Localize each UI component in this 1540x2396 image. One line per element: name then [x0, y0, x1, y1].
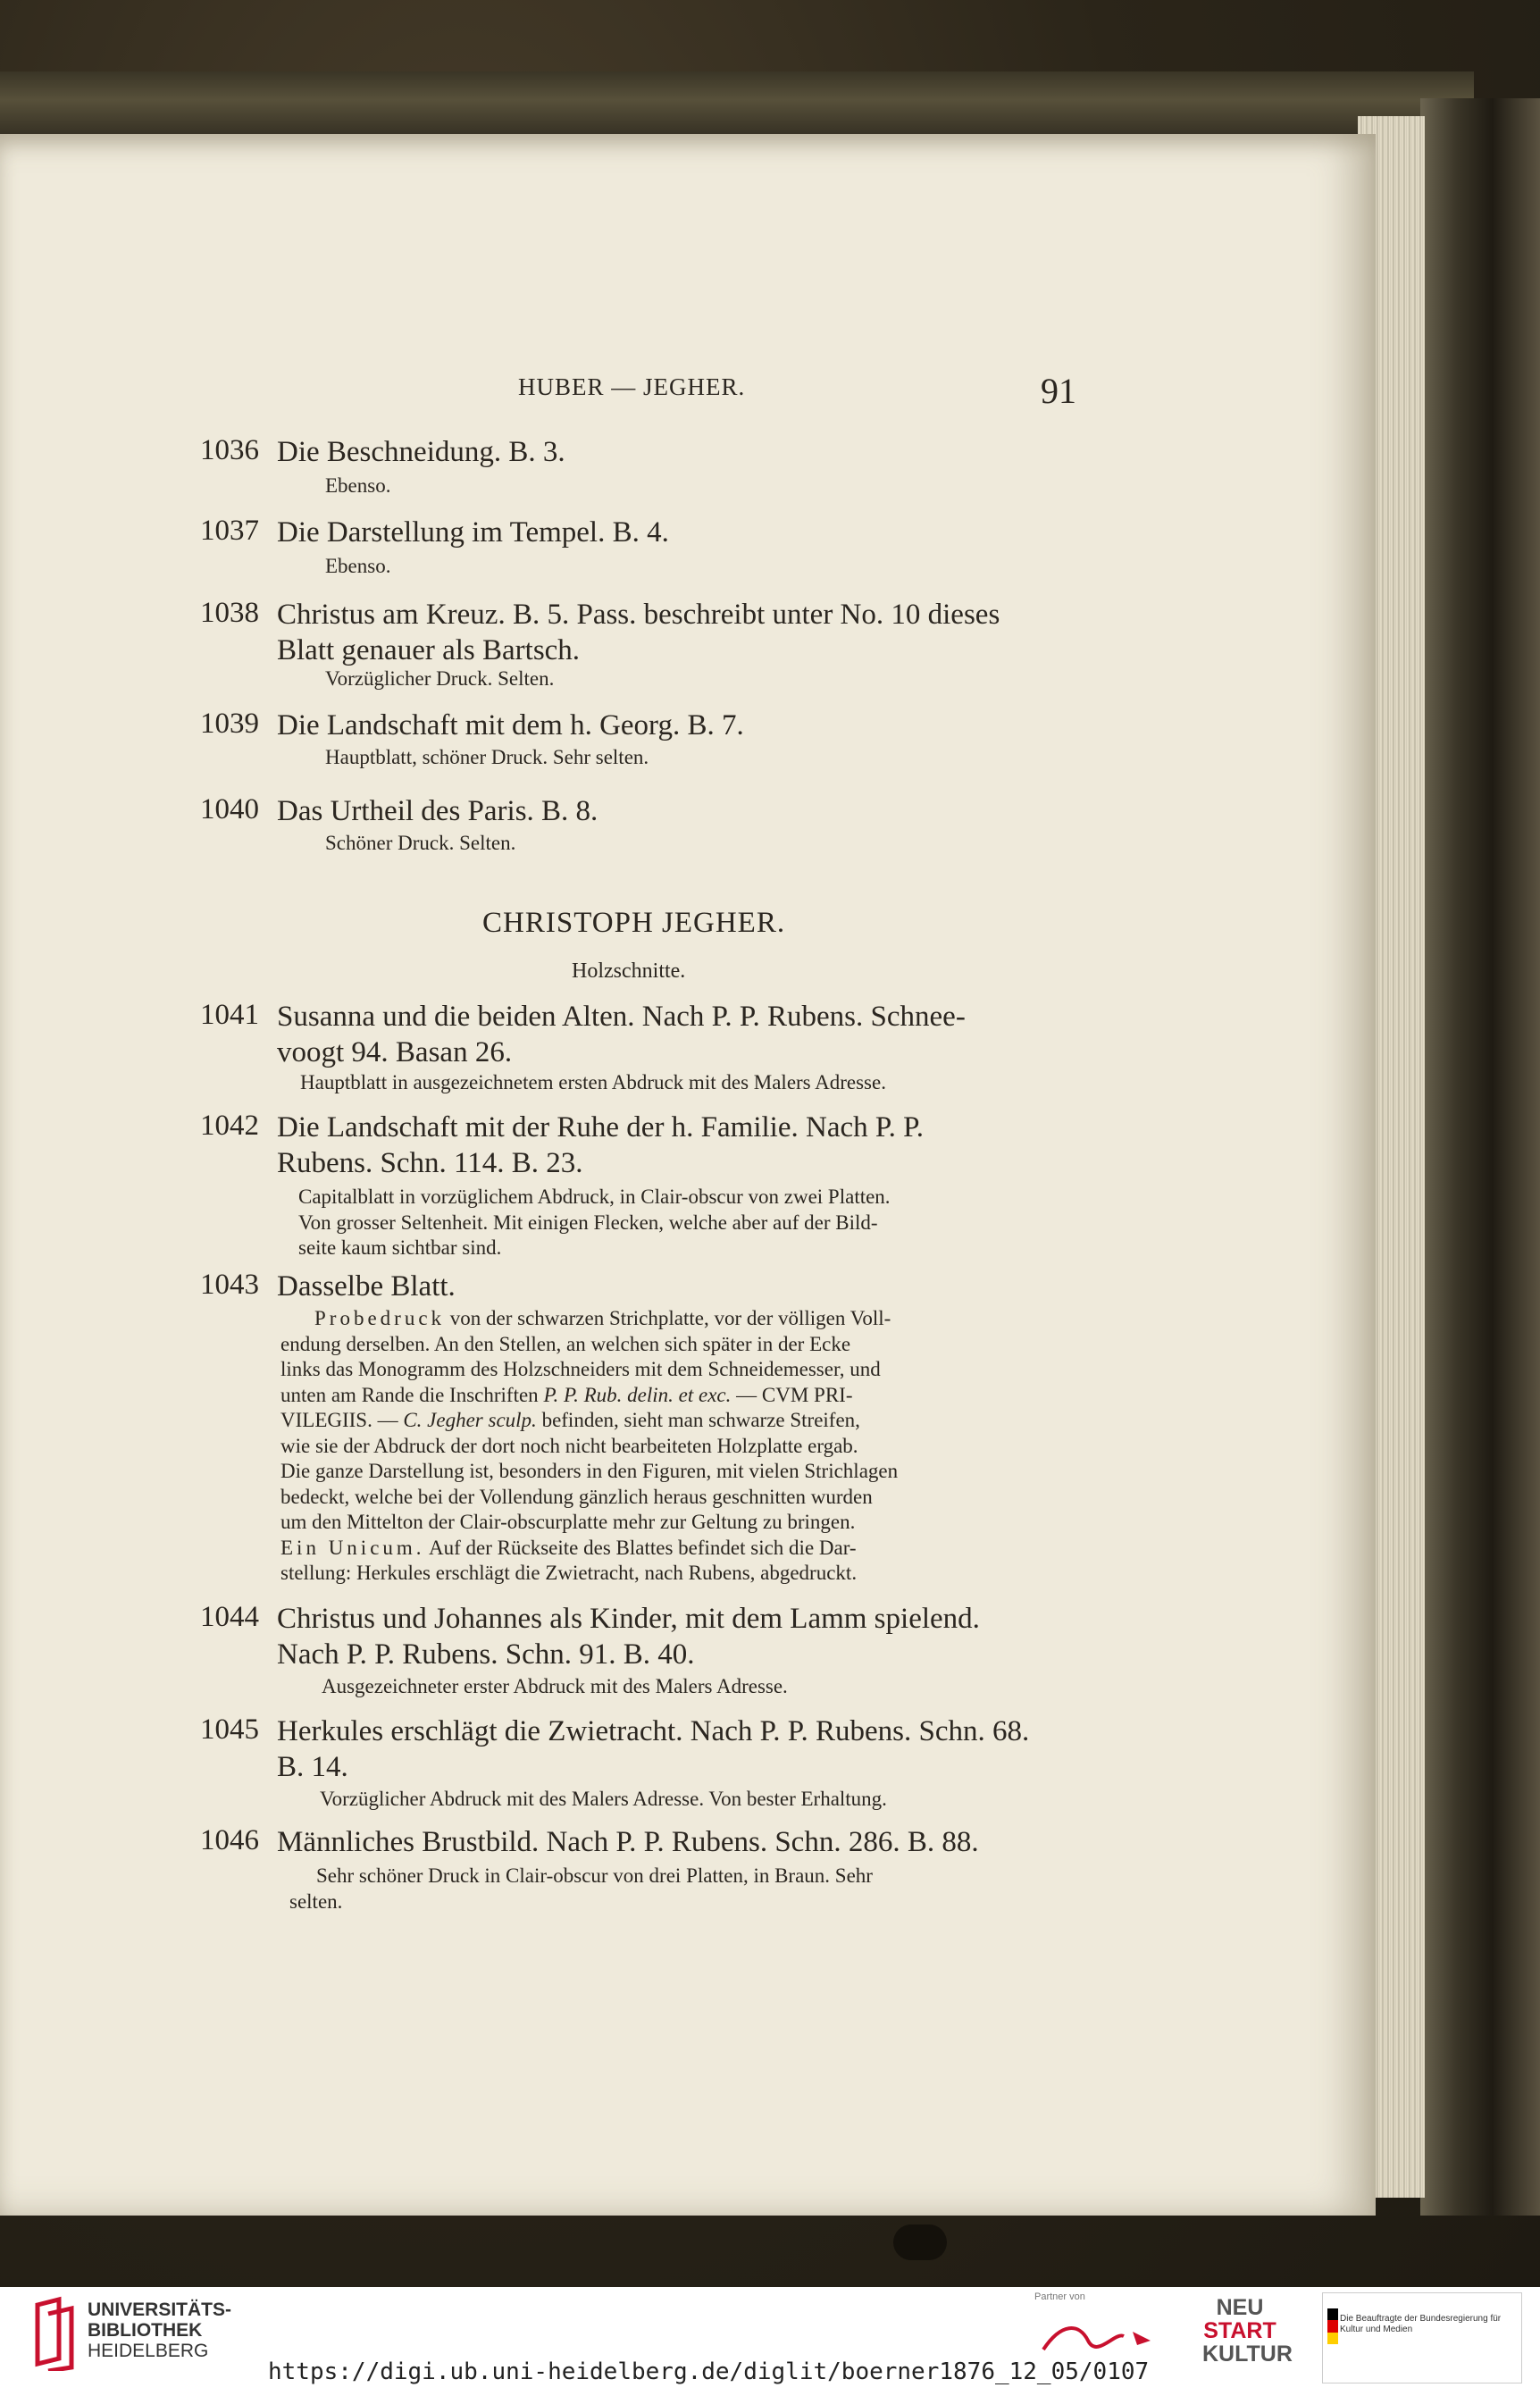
- section-subtitle: Holzschnitte.: [572, 959, 686, 983]
- library-logo-icon: [32, 2296, 80, 2371]
- entry-title: [277, 597, 1170, 668]
- desc-text: von der schwarzen Strichplatte, vor der völligen Voll-: [445, 1307, 891, 1329]
- entry-title: Die Beschneidung. B. 3.: [277, 436, 565, 468]
- entry-note: Vorzüglicher Druck. Selten.: [325, 667, 555, 690]
- neustart-line: NEU: [1216, 2295, 1264, 2320]
- desc-line: um den Mittelton der Clair-obscurplatte mehr zur Geltung zu bringen.: [280, 1511, 856, 1533]
- desc-line: [280, 1408, 1274, 1434]
- book-cover-top: [0, 71, 1474, 143]
- desc-line: wie sie der Abdruck der dort noch nicht bearbeiteten Holzplatte ergab.: [280, 1434, 858, 1457]
- inscription-text: P. P. Rub. delin. et exc.: [543, 1383, 732, 1406]
- entry-title: Männliches Brustbild. Nach P. P. Rubens. Schn. 286. B. 88.: [277, 1826, 979, 1858]
- desc-line: [280, 1383, 1274, 1409]
- desc-text: — CVM PRI-: [731, 1383, 853, 1406]
- emphasis-text: Probedruck: [314, 1307, 446, 1329]
- entry-number: 1043: [200, 1269, 259, 1301]
- emphasis-text: Ein Unicum.: [280, 1536, 425, 1559]
- entry-title-line: Nach P. P. Rubens. Schn. 91. B. 40.: [277, 1638, 695, 1671]
- desc-line: bedeckt, welche bei der Vollendung gänzlich heraus geschnitten wurden: [280, 1485, 873, 1508]
- entry-title: [277, 999, 1170, 1070]
- desc-line: stellung: Herkules erschlägt die Zwietracht, nach Rubens, abgedruckt.: [280, 1562, 858, 1584]
- entry-title: Die Darstellung im Tempel. B. 4.: [277, 516, 669, 549]
- desc-line: [280, 1536, 1274, 1562]
- entry-title: Dasselbe Blatt.: [277, 1270, 456, 1303]
- library-name: [88, 2300, 231, 2361]
- entry-title: [277, 1601, 1170, 1672]
- entry-title-line: Blatt genauer als Bartsch.: [277, 634, 581, 666]
- library-name-line: UNIVERSITÄTS-: [88, 2300, 232, 2320]
- desc-line: [280, 1306, 1274, 1332]
- desc-text: Auf der Rückseite des Blattes befindet sich die Dar-: [424, 1536, 857, 1559]
- neustart-line: KULTUR: [1202, 2342, 1293, 2367]
- desc-text: unten am Rande die Inschriften: [280, 1383, 544, 1406]
- entry-title: Die Landschaft mit dem h. Georg. B. 7.: [277, 709, 744, 741]
- desc-text: VILEGIIS. —: [280, 1409, 404, 1431]
- desc-line: Von grosser Seltenheit. Mit einigen Flecken, welche aber auf der Bild-: [298, 1211, 878, 1234]
- section-title: CHRISTOPH JEGHER.: [482, 907, 786, 939]
- desc-line: seite kaum sichtbar sind.: [298, 1236, 502, 1259]
- entry-title-line: Christus am Kreuz. B. 5. Pass. beschreibt unter No. 10 dieses: [277, 599, 1000, 631]
- entry-note: Schöner Druck. Selten.: [325, 832, 516, 854]
- entry-note: Hauptblatt in ausgezeichnetem ersten Abdruck mit des Malers Adresse.: [300, 1071, 886, 1093]
- entry-title-line: Herkules erschlägt die Zwietracht. Nach P. P. Rubens. Schn. 68.: [277, 1715, 1030, 1747]
- entry-title-line: Susanna und die beiden Alten. Nach P. P. Rubens. Schnee-: [277, 1001, 966, 1033]
- entry-number: 1038: [200, 597, 259, 629]
- entry-number: 1037: [200, 515, 259, 547]
- entry-number: 1044: [200, 1601, 259, 1633]
- desc-line: links das Monogramm des Holzschneiders mit dem Schneidemesser, und: [280, 1358, 881, 1380]
- entry-number: 1042: [200, 1110, 259, 1142]
- desc-line: endung derselben. An den Stellen, an welchen sich später in der Ecke: [280, 1332, 851, 1355]
- entry-number: 1045: [200, 1713, 259, 1746]
- entry-note: Ebenso.: [325, 555, 391, 577]
- desc-line: Capitalblatt in vorzüglichem Abdruck, in Clair-obscur von zwei Platten.: [298, 1185, 891, 1208]
- partner-label: Partner von: [1034, 2291, 1085, 2302]
- entry-description: [298, 1185, 1272, 1261]
- entry-number: 1036: [200, 434, 259, 466]
- bkm-logo: [1322, 2292, 1522, 2383]
- entry-number: 1041: [200, 999, 259, 1031]
- entry-description: [289, 1864, 1272, 1914]
- page-number: 91: [1041, 371, 1076, 411]
- inscription-text: C. Jegher sculp.: [403, 1409, 537, 1431]
- desc-line: Die ganze Darstellung ist, besonders in den Figuren, mit vielen Strichlagen: [280, 1460, 899, 1482]
- entry-title: [277, 1713, 1170, 1785]
- desc-text: befinden, sieht man schwarze Streifen,: [536, 1409, 860, 1431]
- entry-note: Ausgezeichneter erster Abdruck mit des Malers Adresse.: [322, 1675, 788, 1697]
- entry-number: 1040: [200, 793, 259, 825]
- entry-description: [280, 1306, 1274, 1587]
- entry-title-line: voogt 94. Basan 26.: [277, 1036, 513, 1068]
- entry-note: Hauptblatt, schöner Druck. Sehr selten.: [325, 746, 649, 768]
- entry-note: Vorzüglicher Abdruck mit des Malers Adresse. Von bester Erhaltung.: [320, 1788, 887, 1810]
- entry-title-line: B. 14.: [277, 1751, 348, 1783]
- neustart-kultur-logo: [1202, 2295, 1293, 2373]
- bkm-text: Die Beauftragte der Bundesregierung für Kultur und Medien: [1340, 2314, 1502, 2334]
- library-name-line: BIBLIOTHEK: [88, 2320, 203, 2341]
- book-clasp: [893, 2224, 947, 2260]
- book-cover-right: [1420, 98, 1540, 2216]
- german-flag-icon: [1327, 2308, 1338, 2344]
- document-url[interactable]: https://digi.ub.uni-heidelberg.de/diglit/boerner1876_12_05/0107: [268, 2358, 1150, 2385]
- entry-number: 1039: [200, 708, 259, 740]
- entry-title-line: Christus und Johannes als Kinder, mit dem Lamm spielend.: [277, 1603, 980, 1635]
- partner-logo-icon: [1034, 2314, 1177, 2367]
- desc-line: selten.: [289, 1889, 343, 1913]
- entry-title-line: Die Landschaft mit der Ruhe der h. Familie. Nach P. P.: [277, 1111, 925, 1144]
- entry-title: Das Urtheil des Paris. B. 8.: [277, 795, 598, 827]
- neustart-line: START: [1203, 2318, 1276, 2343]
- entry-note: Ebenso.: [325, 474, 391, 497]
- entry-number: 1046: [200, 1824, 259, 1856]
- library-name-line: HEIDELBERG: [88, 2341, 209, 2361]
- entry-title: [277, 1110, 1170, 1181]
- running-header: HUBER — JEGHER.: [518, 373, 746, 400]
- entry-title-line: Rubens. Schn. 114. B. 23.: [277, 1147, 583, 1179]
- desc-line: Sehr schöner Druck in Clair-obscur von drei Platten, in Braun. Sehr: [316, 1864, 873, 1887]
